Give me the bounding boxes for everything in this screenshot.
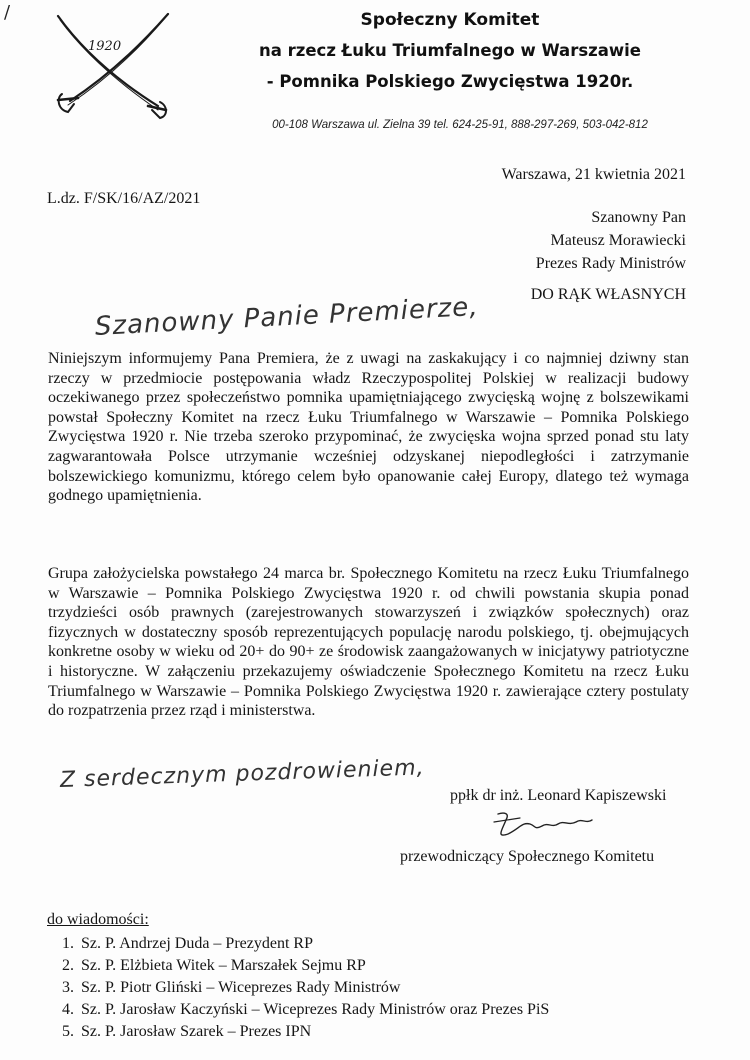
recipient-line: Prezes Rady Ministrów: [535, 255, 686, 272]
handwritten-salutation: Szanowny Panie Premierze,: [94, 291, 480, 342]
signer-title: przewodniczący Społecznego Komitetu: [400, 848, 655, 865]
letter-date: Warszawa, 21 kwietnia 2021: [501, 166, 686, 183]
list-item: [47, 999, 549, 1021]
corner-pen-mark: /: [4, 2, 11, 23]
delivery-note: DO RĄK WŁASNYCH: [530, 286, 686, 303]
cc-list: [47, 933, 549, 1043]
body-paragraph: Niniejszym informujemy Pana Premiera, że z uwagi na zaskakujący i co najmniej dziwny stan rzeczy w przedmiocie postępowania władz Rzeczypospolitej Polskiej w realizacji budowy oczekiwanego przez społeczeństwo pomnika upamiętniającego zwycięską wojnę z bolszewikami powstał Społeczny Komitet na rzecz Łuku Triumfalnego w Warszawie – Pomnika Polskiego Zwycięstwa 1920 r. Nie trzeba szeroko przypominać, że zwycięska wojna sprzed ponad stu laty zagwarantowała Polsce utrzymanie wcześniej odzyskanej niepodległości i zatrzymanie bolszewickiego komunizmu, którego celem było opanowanie całej Europy, dlatego też wymaga godnego upamiętnienia.: [48, 350, 689, 505]
list-item-text: Sz. P. Piotr Gliński – Wiceprezes Rady Ministrów: [81, 979, 401, 996]
list-item: [47, 977, 549, 999]
list-item-number: 1.: [62, 935, 74, 952]
list-item: [47, 1021, 549, 1043]
list-item-number: 2.: [62, 957, 74, 974]
logo-year: 1920: [88, 39, 122, 54]
list-item-number: 3.: [62, 979, 74, 996]
list-item-text: Sz. P. Jarosław Szarek – Prezes IPN: [81, 1023, 312, 1040]
cc-heading: do wiadomości:: [47, 911, 149, 928]
reference-number: L.dz. F/SK/16/AZ/2021: [47, 190, 201, 207]
list-item-text: Sz. P. Elżbieta Witek – Marszałek Sejmu RP: [81, 957, 366, 974]
list-item-number: 5.: [62, 1023, 74, 1040]
org-name-line1: Społeczny Komitet: [360, 10, 540, 30]
org-name-line3: - Pomnika Polskiego Zwycięstwa 1920r.: [266, 72, 634, 91]
org-address: 00-108 Warszawa ul. Zielna 39 tel. 624-25-91, 888-297-269, 503-042-812: [272, 119, 648, 131]
list-item: [47, 955, 549, 977]
recipient-line: Mateusz Morawiecki: [550, 232, 686, 249]
body-paragraph: Grupa założycielska powstałego 24 marca br. Społecznego Komitetu na rzecz Łuku Triumfalnego w Warszawie – Pomnika Polskiego Zwycięstwa 1920 r. od chwili powstania skupia ponad trzydzieści osób prawnych (zarejestrowanych stowarzyszeń i związków społecznych) oraz fizycznych w dostateczny sposób reprezentujących populację narodu polskiego, tj. obejmujących konkretne osoby w wieku od 20+ do 90+ ze środowisk zaangażowanych w inicjatywy patriotyczne i historyczne. W załączeniu przekazujemy oświadczenie Społecznego Komitetu na rzecz Łuku Triumfalnego w Warszawie – Pomnika Polskiego Zwycięstwa 1920 r. zawierające cztery postulaty do rozpatrzenia przez rząd i ministerstwa.: [48, 565, 689, 720]
crossed-sabres-logo-icon: [48, 6, 178, 126]
list-item-number: 4.: [62, 1001, 74, 1018]
recipient-line: Szanowny Pan: [591, 209, 686, 226]
list-item-text: Sz. P. Jarosław Kaczyński – Wiceprezes Rady Ministrów oraz Prezes PiS: [81, 1001, 550, 1018]
org-name-line2: na rzecz Łuku Triumfalnego w Warszawie: [259, 41, 641, 60]
recipient-block: [536, 206, 686, 275]
list-item-text: Sz. P. Andrzej Duda – Prezydent RP: [81, 935, 313, 952]
handwritten-signature-icon: [490, 808, 600, 842]
handwritten-closing: Z serdecznym pozdrowieniem,: [59, 755, 425, 793]
list-item: [47, 933, 549, 955]
signer-name: ppłk dr inż. Leonard Kapiszewski: [450, 787, 667, 804]
